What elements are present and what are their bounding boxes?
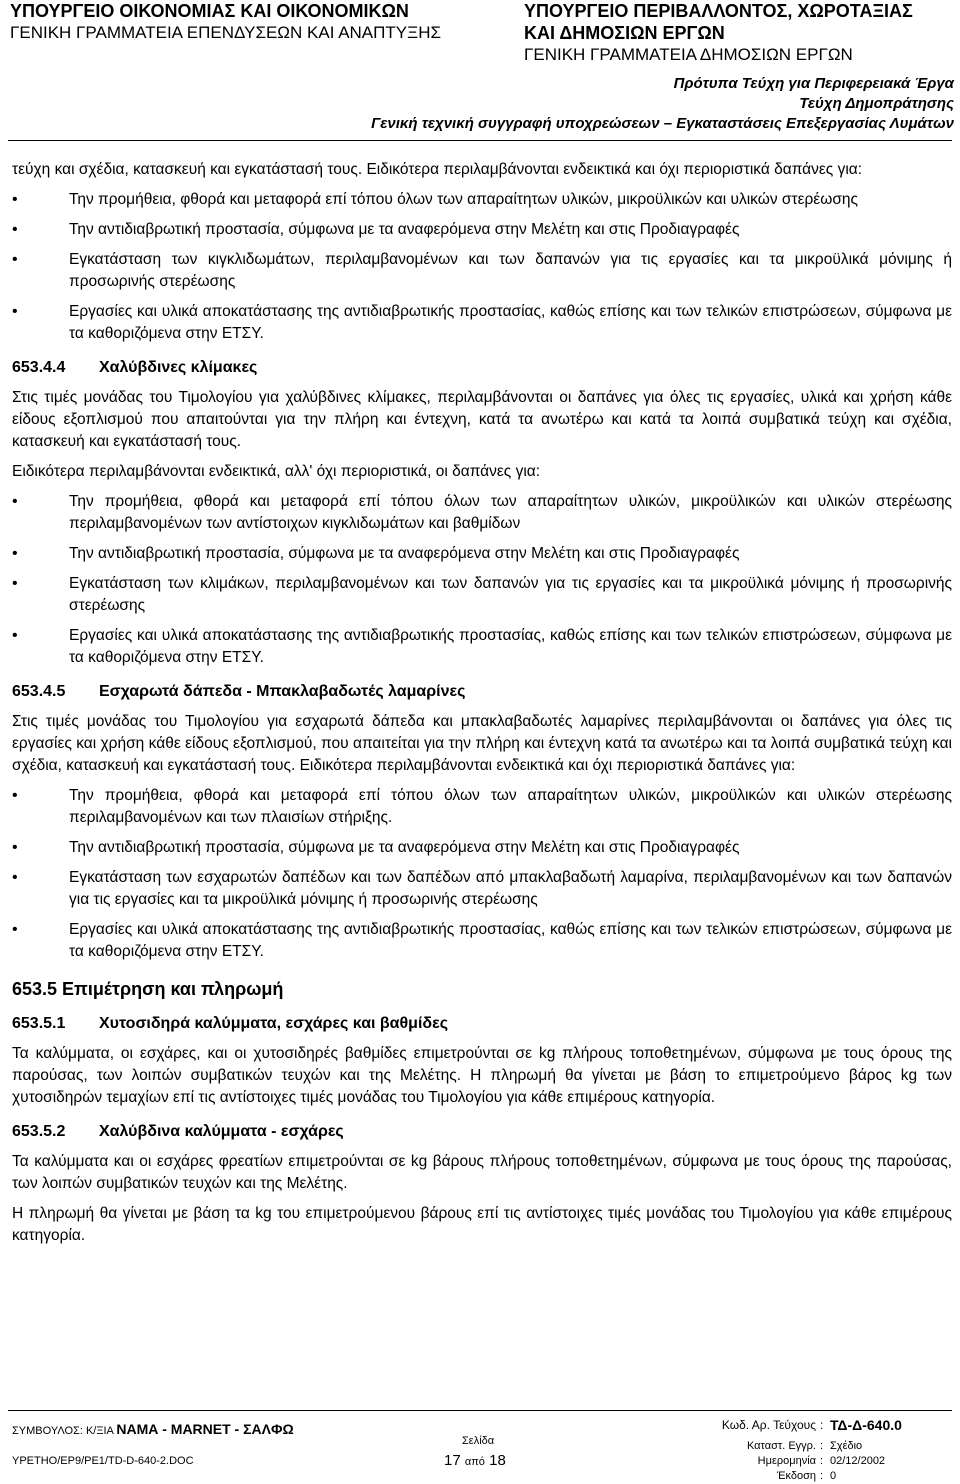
footer-page-counter [444, 1452, 506, 1471]
list-item: • Την προμήθεια, φθορά και μεταφορά επί τόπου όλων των απαραίτητων υλικών, μικροϋλικών και υλικών στερέωσης [12, 189, 952, 211]
page-total: 18 [489, 1452, 506, 1469]
edition-value: 0 [830, 1470, 837, 1482]
list-item: • Την αντιδιαβρωτική προστασία, σύμφωνα με τα αναφερόμενα στην Μελέτη και στις Προδιαγραφές [12, 219, 952, 241]
section-title: Χαλύβδινες κλίμακες [99, 359, 258, 376]
left-secretariat: ΓΕΝΙΚΗ ΓΡΑΜΜΑΤΕΙΑ ΕΠΕΝΔΥΣΕΩΝ ΚΑΙ ΑΝΑΠΤΥΞΗΣ [10, 23, 441, 42]
date-value: 02/12/2002 [830, 1455, 886, 1467]
document-body [12, 159, 952, 1255]
list-item: • Εγκατάσταση των εσχαρωτών δαπέδων και των δαπέδων από μπακλαβαδωτή λαμαρίνα, περιλαμβανομένων και των δαπανών για τις εργασίες και τα μικροϋλικά μόνιμης ή προσωρινής στερέωσης [12, 867, 952, 911]
header-right [524, 0, 913, 66]
advisor-label: ΣΥΜΒΟΥΛΟΣ: Κ/ΞΙΑ [12, 1425, 114, 1437]
intro-bullet-list [12, 189, 952, 345]
footer-advisor [12, 1422, 294, 1438]
paragraph: Ειδικότερα περιλαμβάνονται ενδεικτικά, αλλ' όχι περιοριστικά, οι δαπάνες για: [12, 463, 541, 480]
section-heading-653-4-4 [12, 357, 952, 379]
footer-divider [8, 1410, 952, 1411]
right-ministry-line2: ΚΑΙ ΔΗΜΟΣΙΩΝ ΕΡΓΩΝ [524, 23, 725, 43]
doc-code-label: Κωδ. Αρ. Τεύχους [721, 1418, 816, 1432]
section-heading-653-5-1 [12, 1013, 952, 1035]
colon: : [820, 1440, 824, 1452]
colon: : [820, 1455, 824, 1467]
intro-paragraph: τεύχη και σχέδια, κατασκευή και εγκατάστασή τους. Ειδικότερα περιλαμβάνονται ενδεικτικά και όχι περιοριστικά δαπάνες για: [12, 161, 863, 178]
section-number: 653.4.4 [12, 359, 66, 376]
footer-page-label: Σελίδα [462, 1435, 495, 1447]
advisor-name: ΝΑΜΑ - MARNET - ΣΑΛΦΩ [116, 1421, 294, 1437]
section-title: Χαλύβδινα καλύμματα - εσχάρες [99, 1123, 344, 1140]
edition-label: Έκδοση [776, 1470, 816, 1482]
section-number: 653.5.1 [12, 1015, 66, 1032]
right-secretariat: ΓΕΝΙΚΗ ΓΡΑΜΜΑΤΕΙΑ ΔΗΜΟΣΙΩΝ ΕΡΓΩΝ [524, 45, 853, 64]
section-heading-653-5: 653.5 Επιμέτρηση και πληρωμή [12, 979, 284, 999]
list-item: • Εργασίες και υλικά αποκατάστασης της αντιδιαβρωτικής προστασίας, καθώς επίσης και των τελικών επιστρώσεων, σύμφωνα με τα καθοριζόμενα στην ΕΤΣΥ. [12, 625, 952, 669]
header-divider [8, 140, 952, 141]
list-item: • Εργασίες και υλικά αποκατάστασης της αντιδιαβρωτικής προστασίας, καθώς επίσης και των τελικών επιστρώσεων, σύμφωνα με τα καθοριζόμενα στην ΕΤΣΥ. [12, 301, 952, 345]
subtitle-line2: Τεύχη Δημοπράτησης [799, 95, 954, 112]
list-item: • Την αντιδιαβρωτική προστασία, σύμφωνα με τα αναφερόμενα στην Μελέτη και στις Προδιαγραφές [12, 543, 952, 565]
paragraph: Στις τιμές μονάδας του Τιμολογίου για εσχαρωτά δάπεδα και μπακλαβαδωτές λαμαρίνες περιλαμβάνονται οι δαπάνες για όλες τις εργασίες και χρήση κάθε είδους εξοπλισμού, που απαιτείται για την πλήρη και έντεχνη κατά τα ανωτέρω και τα λοιπά συμβατικά τεύχη και σχέδια, κατασκευή και εγκατάστασή τους. Ειδικότερα περιλαμβάνονται ενδεικτικά και όχι περιοριστικά δαπάνες για: [12, 713, 952, 774]
section-number: 653.5.2 [12, 1123, 66, 1140]
left-ministry: ΥΠΟΥΡΓΕΙΟ ΟΙΚΟΝΟΜΙΑΣ ΚΑΙ ΟΙΚΟΝΟΜΙΚΩΝ [10, 1, 409, 21]
paragraph: Στις τιμές μονάδας του Τιμολογίου για χαλύβδινες κλίμακες, περιλαμβάνονται οι δαπάνες για όλες τις εργασίες, υλικά και χρήση κάθε είδους εξοπλισμού που απαιτούνται για την πλήρη και έντεχνη, κατά τα ανωτέρω και κατά τα λοιπά συμβατικά τεύχη και σχέδια, κατασκευή και εγκατάστασή τους. [12, 389, 952, 450]
list-item: • Την προμήθεια, φθορά και μεταφορά επί τόπου όλων των απαραίτητων υλικών, μικροϋλικών και υλικών στερέωσης περιλαμβανομένων και των πλαισίων στήριξης. [12, 785, 952, 829]
subtitle-line3: Γενική τεχνική συγγραφή υποχρεώσεων – Εγκαταστάσεις Επεξεργασίας Λυμάτων [371, 115, 954, 132]
subtitle-line1: Πρότυπα Τεύχη για Περιφερειακά Έργα [673, 75, 954, 92]
page-current: 17 [444, 1452, 461, 1469]
list-item: • Εργασίες και υλικά αποκατάστασης της αντιδιαβρωτικής προστασίας, καθώς επίσης και των τελικών επιστρώσεων, σύμφωνα με τα καθοριζόμενα στην ΕΤΣΥ. [12, 919, 952, 963]
bullet-list [12, 491, 952, 669]
list-item: • Εγκατάσταση των κιγκλιδωμάτων, περιλαμβανομένων και των δαπανών για τις εργασίες και τα μικροϋλικά μόνιμης ή προσωρινής στερέωσης [12, 249, 952, 293]
status-label: Καταστ. Εγγρ. [746, 1440, 816, 1452]
status-value: Σχέδιο [830, 1440, 863, 1452]
list-item: • Την προμήθεια, φθορά και μεταφορά επί τόπου όλων των απαραίτητων υλικών, μικροϋλικών και υλικών στερέωσης περιλαμβανομένων των αντίστοιχων κιγκλιδωμάτων και βαθμίδων [12, 491, 952, 535]
edition-row [712, 1469, 950, 1484]
date-row [712, 1454, 950, 1469]
paragraph: Τα καλύμματα, οι εσχάρες, και οι χυτοσιδηρές βαθμίδες επιμετρούνται σε kg πλήρους τοποθετημένων, σύμφωνα με τους όρους της παρούσας, των λοιπών συμβατικών τευχών και της Μελέτης. Η πληρωμή θα γίνεται με βάση το επιμετρούμενο βάρος kg των χυτοσιδηρών τεμαχίων επί τις αντίστοιχες τιμές μονάδας του Τιμολογίου για κάθε επιμέρους κατηγορία. [12, 1045, 952, 1106]
bullet-list [12, 785, 952, 963]
doc-code-row [712, 1418, 950, 1433]
page-of: από [464, 1456, 485, 1468]
footer-file-name: ΥΡΕΤΗΟ/ΕΡ9/ΡΕ1/ΤD-D-640-2.DOC [12, 1455, 194, 1467]
paragraph: Η πληρωμή θα γίνεται με βάση τα kg του επιμετρούμενου βάρους επί τις αντίστοιχες τιμές μονάδας του Τιμολογίου για κάθε επιμέρους κατηγορία. [12, 1205, 952, 1244]
status-row [712, 1439, 950, 1454]
date-label: Ημερομηνία [757, 1455, 816, 1467]
list-item: • Εγκατάσταση των κλιμάκων, περιλαμβανομένων και των δαπανών για τις εργασίες και τα μικροϋλικά μόνιμης ή προσωρινής στερέωσης [12, 573, 952, 617]
section-number: 653.4.5 [12, 683, 66, 700]
section-title: Εσχαρωτά δάπεδα - Μπακλαβαδωτές λαμαρίνες [99, 683, 466, 700]
colon: : [820, 1418, 824, 1432]
doc-code-value: ΤΔ-Δ-640.0 [830, 1417, 902, 1433]
document-subtitle [371, 74, 954, 134]
right-ministry-line1: ΥΠΟΥΡΓΕΙΟ ΠΕΡΙΒΑΛΛΟΝΤΟΣ, ΧΩΡΟΤΑΞΙΑΣ [524, 1, 913, 21]
section-heading-653-4-5 [12, 681, 952, 703]
section-title: Χυτοσιδηρά καλύμματα, εσχάρες και βαθμίδες [99, 1015, 449, 1032]
section-heading-653-5-2 [12, 1121, 952, 1143]
list-item: • Την αντιδιαβρωτική προστασία, σύμφωνα με τα αναφερόμενα στην Μελέτη και στις Προδιαγραφές [12, 837, 952, 859]
header-left [10, 0, 441, 44]
colon: : [820, 1470, 824, 1482]
paragraph: Τα καλύμματα και οι εσχάρες φρεατίων επιμετρούνται σε kg βάρους πλήρους τοποθετημένων, σύμφωνα με τους όρους της παρούσας, των λοιπών συμβατικών τευχών και της Μελέτης. [12, 1153, 952, 1192]
footer-document-info [712, 1418, 950, 1484]
